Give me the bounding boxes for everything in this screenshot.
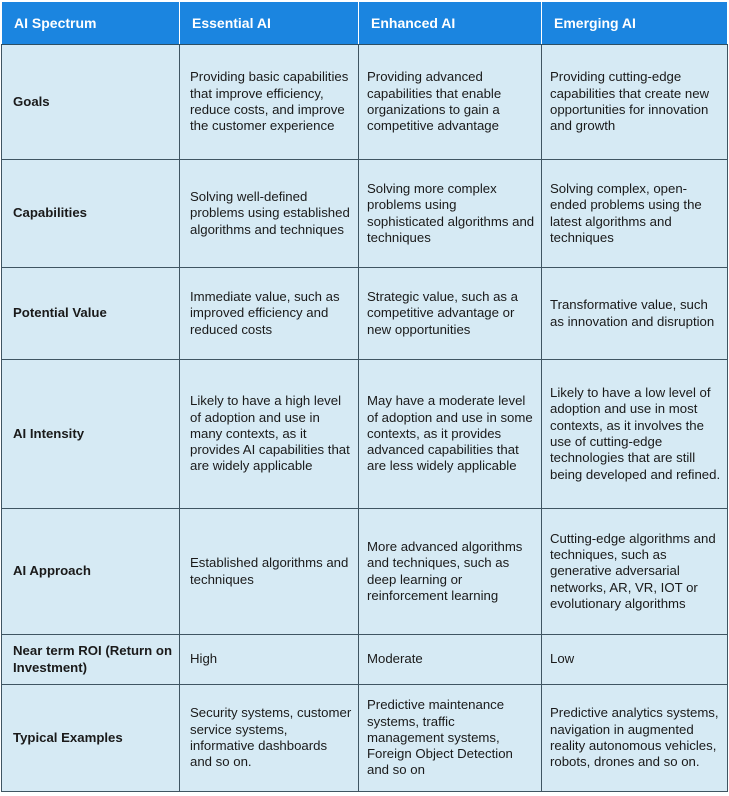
- row-label: Potential Value: [2, 268, 180, 360]
- cell-enhanced: Predictive maintenance systems, traffic management systems, Foreign Object Detection and so on: [359, 685, 542, 792]
- cell-emerging: Low: [542, 635, 728, 685]
- table-row-potential-value: [2, 268, 728, 360]
- cell-emerging: Providing cutting-edge capabilities that create new opportunities for innovation and growth: [542, 45, 728, 160]
- cell-enhanced: Solving more complex problems using sophisticated algorithms and techniques: [359, 160, 542, 268]
- row-label: Capabilities: [2, 160, 180, 268]
- cell-essential: Likely to have a high level of adoption and use in many contexts, as it provides AI capabilities that are widely applicable: [180, 360, 359, 509]
- cell-essential: Established algorithms and techniques: [180, 509, 359, 635]
- table-row-typical-examples: [2, 685, 728, 792]
- cell-emerging: Solving complex, open-ended problems using the latest algorithms and techniques: [542, 160, 728, 268]
- table-row-ai-approach: [2, 509, 728, 635]
- row-label: AI Approach: [2, 509, 180, 635]
- cell-essential: Providing basic capabilities that improve efficiency, reduce costs, and improve the customer experience: [180, 45, 359, 160]
- row-label: Near term ROI (Return on Investment): [2, 635, 180, 685]
- table-row-ai-intensity: [2, 360, 728, 509]
- table-header: [2, 2, 728, 45]
- table-body: [2, 45, 728, 792]
- cell-essential: Solving well-defined problems using established algorithms and techniques: [180, 160, 359, 268]
- cell-emerging: Transformative value, such as innovation and disruption: [542, 268, 728, 360]
- cell-essential: Immediate value, such as improved efficiency and reduced costs: [180, 268, 359, 360]
- table-row-near-term-roi: [2, 635, 728, 685]
- header-enhanced-ai: Enhanced AI: [359, 2, 542, 45]
- header-row: [2, 2, 728, 45]
- cell-emerging: Cutting-edge algorithms and techniques, such as generative adversarial networks, AR, VR, IOT or evolutionary algorithms: [542, 509, 728, 635]
- cell-enhanced: Moderate: [359, 635, 542, 685]
- table-row-goals: [2, 45, 728, 160]
- table-row-capabilities: [2, 160, 728, 268]
- cell-enhanced: Strategic value, such as a competitive advantage or new opportunities: [359, 268, 542, 360]
- cell-enhanced: May have a moderate level of adoption and use in some contexts, as it provides advanced capabilities that are less widely applicable: [359, 360, 542, 509]
- ai-spectrum-table-container: [1, 1, 727, 792]
- ai-spectrum-table: [1, 1, 728, 792]
- cell-essential: Security systems, customer service systems, informative dashboards and so on.: [180, 685, 359, 792]
- header-essential-ai: Essential AI: [180, 2, 359, 45]
- row-label: Typical Examples: [2, 685, 180, 792]
- cell-enhanced: Providing advanced capabilities that enable organizations to gain a competitive advantage: [359, 45, 542, 160]
- cell-enhanced: More advanced algorithms and techniques, such as deep learning or reinforcement learning: [359, 509, 542, 635]
- header-ai-spectrum: AI Spectrum: [2, 2, 180, 45]
- cell-emerging: Predictive analytics systems, navigation in augmented reality autonomous vehicles, robots, drones and so on.: [542, 685, 728, 792]
- cell-essential: High: [180, 635, 359, 685]
- header-emerging-ai: Emerging AI: [542, 2, 728, 45]
- row-label: AI Intensity: [2, 360, 180, 509]
- row-label: Goals: [2, 45, 180, 160]
- cell-emerging: Likely to have a low level of adoption and use in most contexts, as it involves the use of cutting-edge technologies that are still being developed and refined.: [542, 360, 728, 509]
